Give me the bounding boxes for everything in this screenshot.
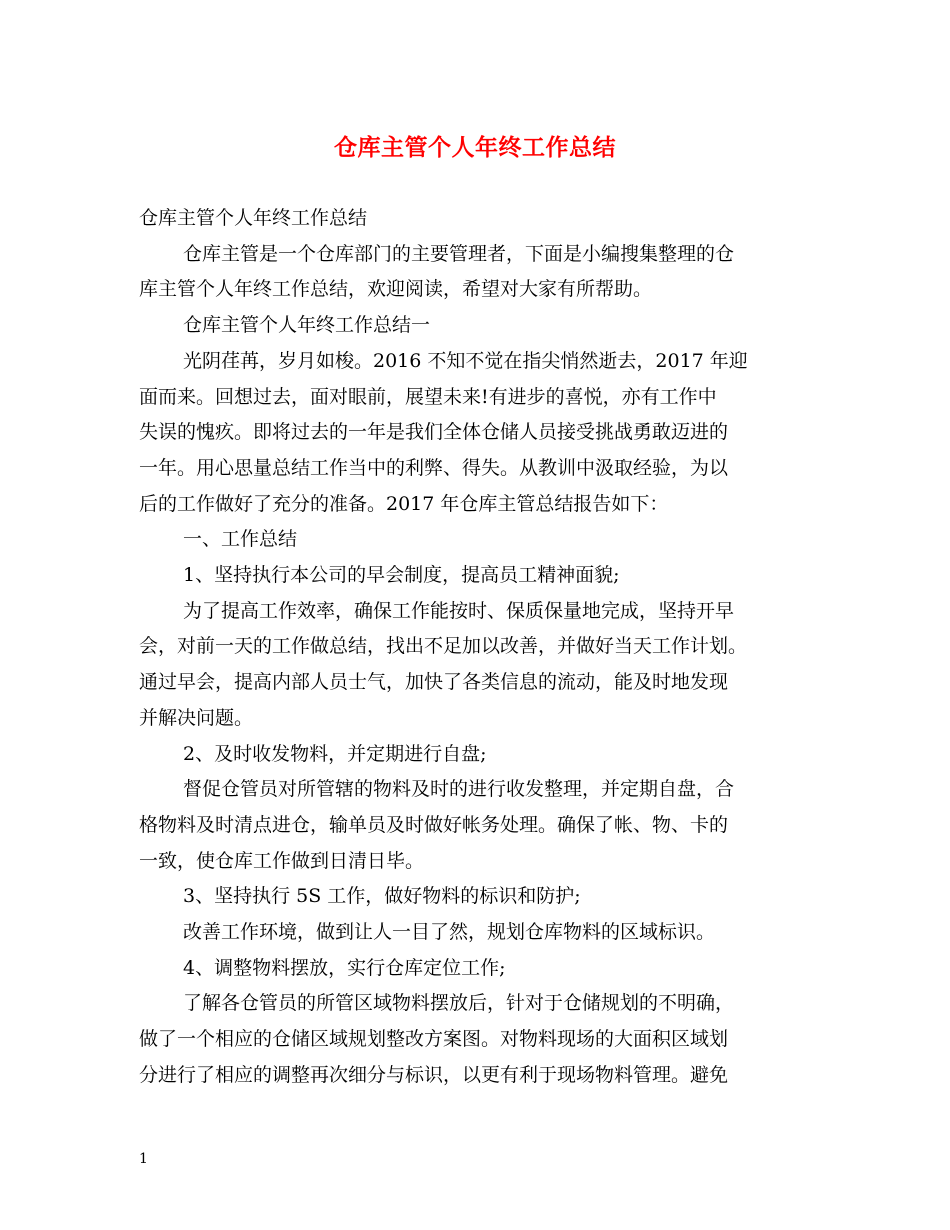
paragraph [139,201,819,237]
text-line: 格物料及时清点进仓，输单员及时做好帐务处理。确保了帐、物、卡的 [139,813,729,836]
paragraph [139,986,819,1093]
text-line: 了解各仓管员的所管区域物料摆放后，针对于仓储规划的不明确， [183,992,735,1015]
text-line: 面而来。回想过去，面对眼前，展望未来!有进步的喜悦，亦有工作中 [139,385,717,408]
text-line: 库主管个人年终工作总结，欢迎阅读，希望对大家有所帮助。 [139,278,653,301]
section-heading: 一、工作总结 [183,528,298,551]
list-item-heading: 4、调整物料摆放，实行仓库定位工作; [183,956,506,979]
page-number: 1 [139,1151,148,1167]
text-line: 做了一个相应的仓储区域规划整改方案图。对物料现场的大面积区域划 [139,1028,729,1051]
text-line: 督促仓管员对所管辖的物料及时的进行收发整理，并定期自盘，合 [183,778,735,801]
paragraph [139,915,819,951]
paragraph [139,737,819,773]
text-line: 并解决问题。 [139,706,254,729]
paragraph [139,558,819,594]
text-line: 失误的愧疚。即将过去的一年是我们全体仓储人员接受挑战勇敢迈进的 [139,421,729,444]
document-body [139,201,819,1094]
text-line: 为了提高工作效率，确保工作能按时、保质保量地完成，坚持开早 [183,599,735,622]
text-line: 改善工作环境，做到让人一目了然，规划仓库物料的区域标识。 [183,921,716,944]
text-line: 一致，使仓库工作做到日清日毕。 [139,849,425,872]
text-line: 仓库主管是一个仓库部门的主要管理者，下面是小编搜集整理的仓 [183,242,735,265]
paragraph [139,308,819,344]
text-line: 仓库主管个人年终工作总结 [139,207,368,229]
text-line: 后的工作做好了充分的准备。2017 年仓库主管总结报告如下： [139,492,669,515]
paragraph [139,951,819,987]
list-item-heading: 3、坚持执行 5S 工作，做好物料的标识和防护; [183,885,581,908]
list-item-heading: 2、及时收发物料，并定期进行自盘; [183,742,487,765]
text-line: 分进行了相应的调整再次细分与标识，以更有利于现场物料管理。避免 [139,1063,729,1086]
page-title: 仓库主管个人年终工作总结 [334,134,616,161]
paragraph [139,594,819,737]
paragraph [139,879,819,915]
paragraph [139,344,819,523]
list-item-heading: 1、坚持执行本公司的早会制度，提高员工精神面貌; [183,564,620,587]
text-line: 一年。用心思量总结工作当中的利弊、得失。从教训中汲取经验，为以 [139,456,729,479]
text-line: 光阴荏苒，岁月如梭。2016 不知不觉在指尖悄然逝去，2017 年迎 [183,349,748,372]
text-line: 通过早会，提高内部人员士气，加快了各类信息的流动，能及时地发现 [139,671,729,694]
paragraph [139,522,819,558]
text-line: 会，对前一天的工作做总结，找出不足加以改善，并做好当天工作计划。 [139,635,748,658]
paragraph [139,772,819,879]
text-line: 仓库主管个人年终工作总结一 [183,314,431,337]
paragraph [139,237,819,308]
